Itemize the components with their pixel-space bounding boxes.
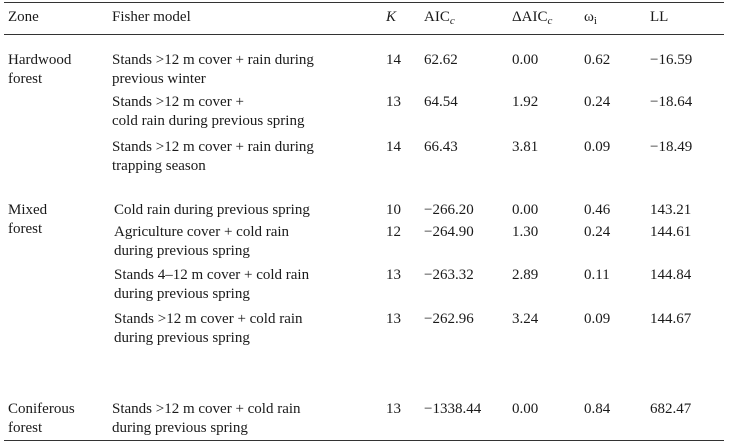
- delta-aicc-value: 0.00: [512, 202, 539, 218]
- model-name-line2: cold rain during previous spring: [112, 113, 305, 129]
- omega-value: 0.24: [584, 224, 611, 240]
- model-name-line2: trapping season: [112, 158, 206, 174]
- k-value: 14: [386, 52, 401, 68]
- model-name: Cold rain during previous spring: [114, 202, 310, 218]
- model-name: Stands >12 m cover + cold rain: [114, 311, 303, 327]
- model-name: Stands 4–12 m cover + cold rain: [114, 267, 310, 283]
- model-name-line2: during previous spring: [114, 286, 250, 302]
- model-name: Stands >12 m cover + rain during: [112, 52, 314, 68]
- delta-aicc-value: 0.00: [512, 401, 539, 417]
- aicc-value: 64.54: [424, 94, 458, 110]
- delta-aicc-value: 2.89: [512, 267, 539, 283]
- zone-label-hardwood-line2: forest: [8, 71, 43, 87]
- header-delta-aicc: [512, 8, 552, 27]
- ll-value: −16.59: [650, 52, 693, 68]
- model-name-line2: during previous spring: [114, 243, 250, 259]
- k-value: 13: [386, 94, 401, 110]
- model-name: Stands >12 m cover +: [112, 94, 244, 110]
- model-name: Stands >12 m cover + cold rain: [112, 401, 301, 417]
- header-delta-aicc-label: ΔAIC: [512, 9, 548, 25]
- k-value: 13: [386, 311, 401, 327]
- model-name-line2: during previous spring: [112, 420, 248, 436]
- aicc-value: −266.20: [424, 202, 474, 218]
- zone-label-mixed-line2: forest: [8, 221, 43, 237]
- k-value: 14: [386, 139, 401, 155]
- header-zone: Zone: [8, 9, 39, 25]
- omega-value: 0.09: [584, 311, 611, 327]
- delta-aicc-value: 0.00: [512, 52, 539, 68]
- k-value: 10: [386, 202, 401, 218]
- header-omega-sub: i: [593, 15, 597, 27]
- ll-value: 144.61: [650, 224, 692, 240]
- delta-aicc-value: 3.24: [512, 311, 539, 327]
- aicc-value: 62.62: [424, 52, 458, 68]
- aicc-value: −1338.44: [424, 401, 482, 417]
- header-delta-aicc-sub: c: [547, 15, 553, 27]
- ll-value: 144.67: [650, 311, 692, 327]
- delta-aicc-value: 1.92: [512, 94, 539, 110]
- delta-aicc-value: 1.30: [512, 224, 539, 240]
- header-fisher-model: Fisher model: [112, 9, 191, 25]
- header-aicc-label: AIC: [424, 9, 450, 25]
- model-name-line2: during previous spring: [114, 330, 250, 346]
- header-omega-label: ω: [584, 9, 594, 25]
- header-omega: [584, 8, 597, 27]
- k-value: 13: [386, 401, 401, 417]
- table-top-rule: [4, 2, 724, 3]
- zone-label-hardwood: Hardwood: [8, 52, 72, 68]
- ll-value: 143.21: [650, 202, 692, 218]
- model-name: Agriculture cover + cold rain: [114, 224, 290, 240]
- omega-value: 0.62: [584, 52, 611, 68]
- table-bottom-rule: [4, 440, 724, 441]
- zone-label-coniferous: Coniferous: [8, 401, 75, 417]
- model-name: Stands >12 m cover + rain during: [112, 139, 314, 155]
- zone-label-coniferous-line2: forest: [8, 420, 43, 436]
- header-k: K: [386, 9, 397, 25]
- ll-value: 144.84: [650, 267, 692, 283]
- ll-value: −18.49: [650, 139, 693, 155]
- k-value: 13: [386, 267, 401, 283]
- header-ll: LL: [650, 9, 669, 25]
- header-aicc: [424, 8, 455, 27]
- aicc-value: 66.43: [424, 139, 458, 155]
- model-name-line2: previous winter: [112, 71, 206, 87]
- k-value: 12: [386, 224, 401, 240]
- aicc-value: −264.90: [424, 224, 474, 240]
- header-aicc-sub: c: [449, 15, 455, 27]
- ll-value: 682.47: [650, 401, 692, 417]
- omega-value: 0.11: [584, 267, 610, 283]
- header-rule: [4, 34, 724, 35]
- aicc-value: −263.32: [424, 267, 474, 283]
- omega-value: 0.46: [584, 202, 611, 218]
- omega-value: 0.09: [584, 139, 611, 155]
- omega-value: 0.84: [584, 401, 611, 417]
- zone-label-mixed: Mixed: [8, 202, 48, 218]
- ll-value: −18.64: [650, 94, 693, 110]
- delta-aicc-value: 3.81: [512, 139, 539, 155]
- aicc-value: −262.96: [424, 311, 474, 327]
- omega-value: 0.24: [584, 94, 611, 110]
